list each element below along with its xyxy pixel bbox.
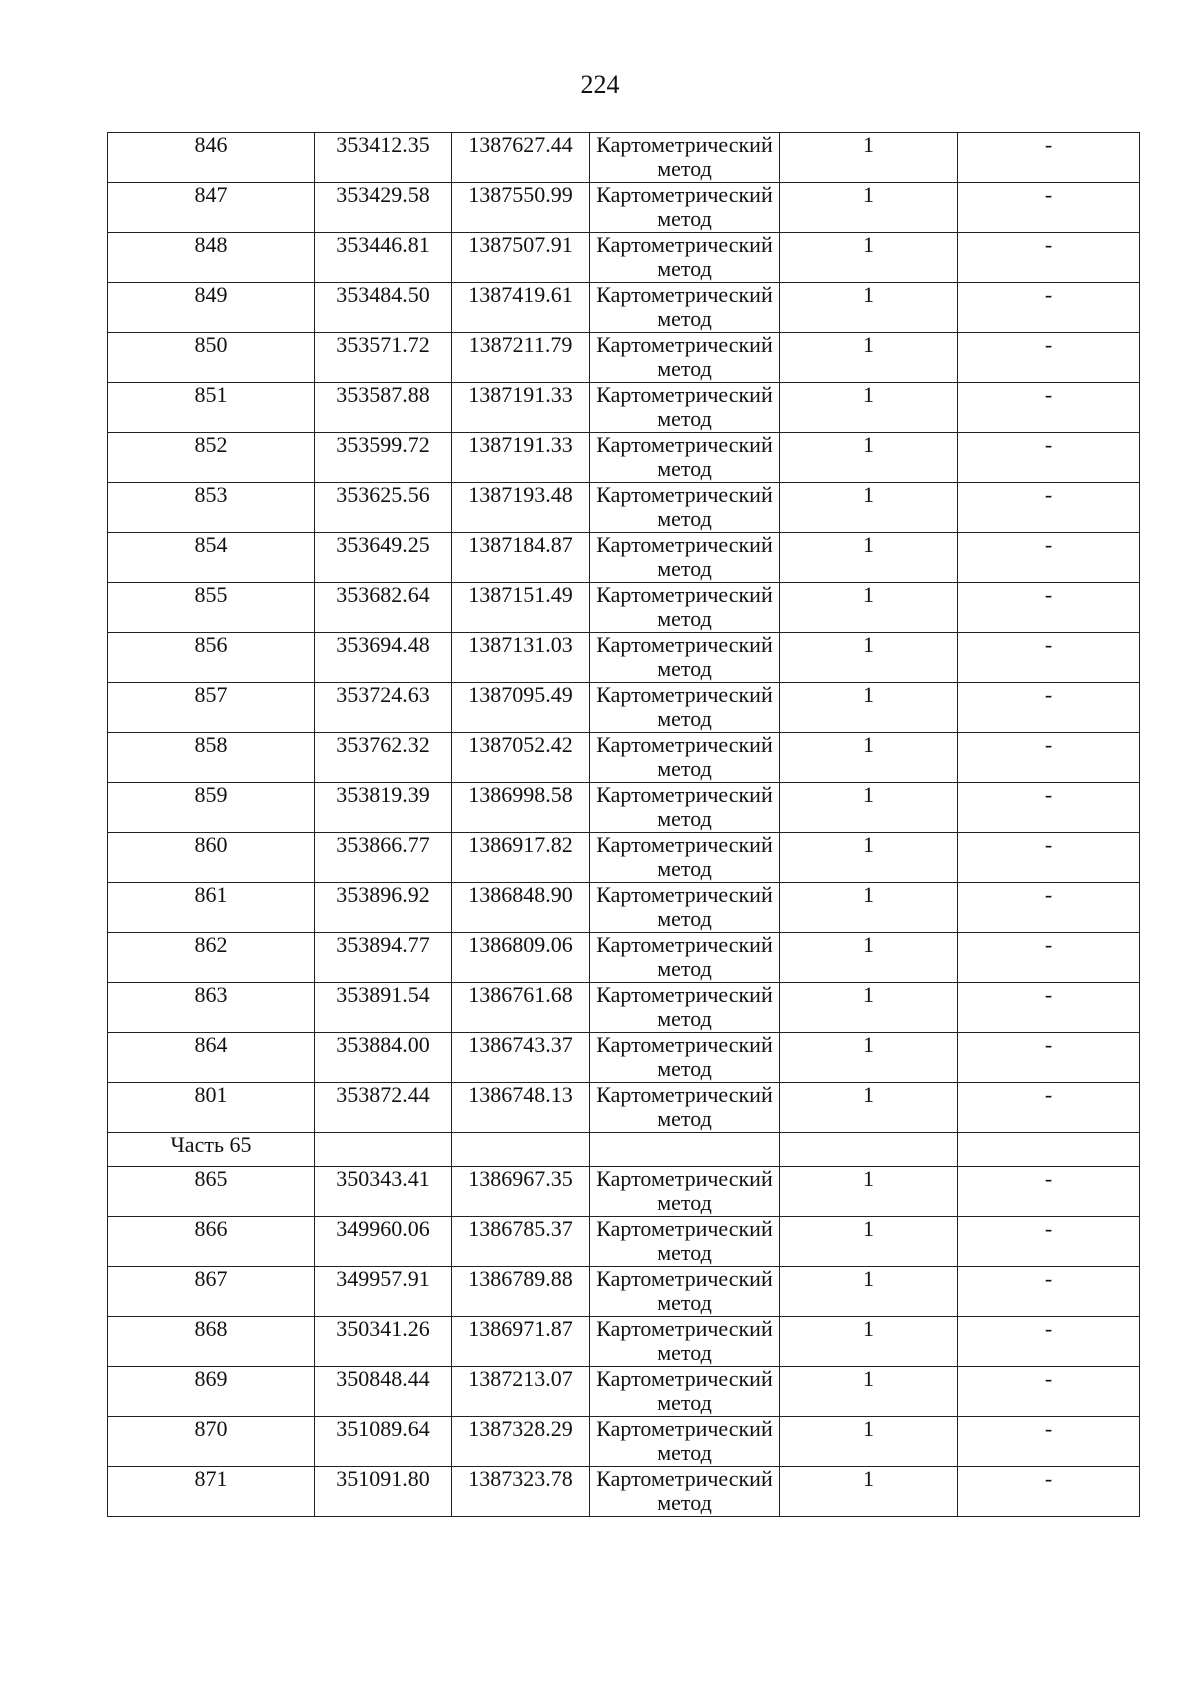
- point-number-cell: 801: [108, 1083, 315, 1133]
- point-number-cell: 869: [108, 1367, 315, 1417]
- y-coordinate-cell: 1386971.87: [452, 1317, 590, 1367]
- y-coordinate-cell: 1387131.03: [452, 633, 590, 683]
- table-row: [108, 1217, 1140, 1267]
- x-coordinate-cell: 351089.64: [315, 1417, 452, 1467]
- method-cell: [590, 583, 780, 633]
- method-cell: [590, 1417, 780, 1467]
- coordinates-table-body: [108, 133, 1140, 1517]
- method-cell: [590, 733, 780, 783]
- method-text: Картометрический метод: [596, 1217, 773, 1265]
- accuracy-cell: 1: [780, 683, 958, 733]
- y-coordinate-cell: 1386967.35: [452, 1167, 590, 1217]
- note-cell: -: [958, 933, 1140, 983]
- method-cell: [590, 333, 780, 383]
- x-coordinate-cell: 353694.48: [315, 633, 452, 683]
- part-label-cell: Часть 65: [108, 1133, 315, 1167]
- y-coordinate-cell: 1387191.33: [452, 383, 590, 433]
- x-coordinate-cell: 351091.80: [315, 1467, 452, 1517]
- table-row: [108, 1167, 1140, 1217]
- method-text: Картометрический метод: [596, 1033, 773, 1081]
- table-row: [108, 283, 1140, 333]
- accuracy-cell: 1: [780, 1033, 958, 1083]
- accuracy-cell: 1: [780, 133, 958, 183]
- point-number-cell: 855: [108, 583, 315, 633]
- point-number-cell: 846: [108, 133, 315, 183]
- note-cell: -: [958, 133, 1140, 183]
- point-number-cell: 851: [108, 383, 315, 433]
- x-coordinate-cell: 350848.44: [315, 1367, 452, 1417]
- x-coordinate-cell: 353682.64: [315, 583, 452, 633]
- method-cell: [590, 433, 780, 483]
- method-text: Картометрический метод: [596, 1083, 773, 1131]
- method-text: Картометрический метод: [596, 683, 773, 731]
- accuracy-cell: 1: [780, 1217, 958, 1267]
- note-cell: -: [958, 1417, 1140, 1467]
- accuracy-cell: 1: [780, 1417, 958, 1467]
- method-cell: [590, 1167, 780, 1217]
- x-coordinate-cell: 353446.81: [315, 233, 452, 283]
- table-row: [108, 883, 1140, 933]
- table-row: [108, 1033, 1140, 1083]
- accuracy-cell: 1: [780, 1267, 958, 1317]
- point-number-cell: 852: [108, 433, 315, 483]
- y-coordinate-cell: 1387627.44: [452, 133, 590, 183]
- method-cell: [590, 633, 780, 683]
- empty-cell: [780, 1133, 958, 1167]
- accuracy-cell: 1: [780, 883, 958, 933]
- x-coordinate-cell: 353866.77: [315, 833, 452, 883]
- point-number-cell: 853: [108, 483, 315, 533]
- x-coordinate-cell: 353599.72: [315, 433, 452, 483]
- note-cell: -: [958, 783, 1140, 833]
- method-text: Картометрический метод: [596, 283, 773, 331]
- note-cell: -: [958, 833, 1140, 883]
- table-row: [108, 933, 1140, 983]
- table-row: [108, 1083, 1140, 1133]
- point-number-cell: 850: [108, 333, 315, 383]
- point-number-cell: 863: [108, 983, 315, 1033]
- y-coordinate-cell: 1387193.48: [452, 483, 590, 533]
- note-cell: -: [958, 1217, 1140, 1267]
- y-coordinate-cell: 1387213.07: [452, 1367, 590, 1417]
- method-text: Картометрический метод: [596, 1267, 773, 1315]
- table-row: [108, 583, 1140, 633]
- table-row: [108, 683, 1140, 733]
- note-cell: -: [958, 1317, 1140, 1367]
- accuracy-cell: 1: [780, 333, 958, 383]
- method-cell: [590, 883, 780, 933]
- accuracy-cell: 1: [780, 383, 958, 433]
- point-number-cell: 867: [108, 1267, 315, 1317]
- note-cell: -: [958, 1083, 1140, 1133]
- note-cell: -: [958, 583, 1140, 633]
- note-cell: -: [958, 233, 1140, 283]
- table-row: [108, 733, 1140, 783]
- table-row: [108, 183, 1140, 233]
- method-cell: [590, 933, 780, 983]
- y-coordinate-cell: 1387191.33: [452, 433, 590, 483]
- method-cell: [590, 133, 780, 183]
- note-cell: -: [958, 283, 1140, 333]
- empty-cell: [452, 1133, 590, 1167]
- y-coordinate-cell: 1387507.91: [452, 233, 590, 283]
- method-text: Картометрический метод: [596, 383, 773, 431]
- x-coordinate-cell: 349960.06: [315, 1217, 452, 1267]
- method-text: Картометрический метод: [596, 1467, 773, 1515]
- y-coordinate-cell: 1387419.61: [452, 283, 590, 333]
- x-coordinate-cell: 353819.39: [315, 783, 452, 833]
- method-cell: [590, 1267, 780, 1317]
- method-text: Картометрический метод: [596, 333, 773, 381]
- accuracy-cell: 1: [780, 1083, 958, 1133]
- x-coordinate-cell: 353412.35: [315, 133, 452, 183]
- table-row: [108, 233, 1140, 283]
- method-text: Картометрический метод: [596, 1367, 773, 1415]
- point-number-cell: 849: [108, 283, 315, 333]
- method-cell: [590, 1317, 780, 1367]
- table-row: [108, 433, 1140, 483]
- method-text: Картометрический метод: [596, 983, 773, 1031]
- y-coordinate-cell: 1386917.82: [452, 833, 590, 883]
- method-text: Картометрический метод: [596, 1317, 773, 1365]
- table-row: [108, 333, 1140, 383]
- method-cell: [590, 233, 780, 283]
- table-row: [108, 133, 1140, 183]
- point-number-cell: 866: [108, 1217, 315, 1267]
- note-cell: -: [958, 733, 1140, 783]
- accuracy-cell: 1: [780, 283, 958, 333]
- accuracy-cell: 1: [780, 983, 958, 1033]
- x-coordinate-cell: 353896.92: [315, 883, 452, 933]
- empty-cell: [315, 1133, 452, 1167]
- method-text: Картометрический метод: [596, 233, 773, 281]
- x-coordinate-cell: 353484.50: [315, 283, 452, 333]
- note-cell: -: [958, 983, 1140, 1033]
- point-number-cell: 871: [108, 1467, 315, 1517]
- method-text: Картометрический метод: [596, 183, 773, 231]
- method-text: Картометрический метод: [596, 533, 773, 581]
- method-text: Картометрический метод: [596, 783, 773, 831]
- table-row: [108, 1367, 1140, 1417]
- y-coordinate-cell: 1387323.78: [452, 1467, 590, 1517]
- x-coordinate-cell: 353587.88: [315, 383, 452, 433]
- note-cell: -: [958, 383, 1140, 433]
- table-row: [108, 483, 1140, 533]
- y-coordinate-cell: 1387328.29: [452, 1417, 590, 1467]
- method-text: Картометрический метод: [596, 433, 773, 481]
- table-row: [108, 783, 1140, 833]
- accuracy-cell: 1: [780, 833, 958, 883]
- x-coordinate-cell: 353872.44: [315, 1083, 452, 1133]
- method-text: Картометрический метод: [596, 633, 773, 681]
- y-coordinate-cell: 1386748.13: [452, 1083, 590, 1133]
- method-cell: [590, 483, 780, 533]
- y-coordinate-cell: 1386809.06: [452, 933, 590, 983]
- x-coordinate-cell: 353724.63: [315, 683, 452, 733]
- method-cell: [590, 1033, 780, 1083]
- x-coordinate-cell: 353884.00: [315, 1033, 452, 1083]
- y-coordinate-cell: 1387550.99: [452, 183, 590, 233]
- accuracy-cell: 1: [780, 633, 958, 683]
- method-text: Картометрический метод: [596, 583, 773, 631]
- x-coordinate-cell: 350341.26: [315, 1317, 452, 1367]
- note-cell: -: [958, 533, 1140, 583]
- method-cell: [590, 533, 780, 583]
- point-number-cell: 854: [108, 533, 315, 583]
- note-cell: -: [958, 1267, 1140, 1317]
- method-text: Картометрический метод: [596, 1417, 773, 1465]
- method-cell: [590, 1217, 780, 1267]
- y-coordinate-cell: 1386848.90: [452, 883, 590, 933]
- point-number-cell: 856: [108, 633, 315, 683]
- table-row: [108, 833, 1140, 883]
- accuracy-cell: 1: [780, 483, 958, 533]
- point-number-cell: 860: [108, 833, 315, 883]
- method-text: Картометрический метод: [596, 733, 773, 781]
- note-cell: -: [958, 183, 1140, 233]
- table-row: [108, 533, 1140, 583]
- accuracy-cell: 1: [780, 1167, 958, 1217]
- y-coordinate-cell: 1386743.37: [452, 1033, 590, 1083]
- accuracy-cell: 1: [780, 1367, 958, 1417]
- note-cell: -: [958, 1167, 1140, 1217]
- method-cell: [590, 1367, 780, 1417]
- point-number-cell: 857: [108, 683, 315, 733]
- note-cell: -: [958, 433, 1140, 483]
- method-cell: [590, 783, 780, 833]
- accuracy-cell: 1: [780, 1467, 958, 1517]
- point-number-cell: 864: [108, 1033, 315, 1083]
- y-coordinate-cell: 1387052.42: [452, 733, 590, 783]
- page-number: 224: [580, 70, 620, 99]
- x-coordinate-cell: 350343.41: [315, 1167, 452, 1217]
- method-cell: [590, 183, 780, 233]
- x-coordinate-cell: 353625.56: [315, 483, 452, 533]
- x-coordinate-cell: 353571.72: [315, 333, 452, 383]
- note-cell: -: [958, 683, 1140, 733]
- point-number-cell: 858: [108, 733, 315, 783]
- method-cell: [590, 1467, 780, 1517]
- x-coordinate-cell: 353649.25: [315, 533, 452, 583]
- table-row: [108, 1317, 1140, 1367]
- x-coordinate-cell: 353894.77: [315, 933, 452, 983]
- point-number-cell: 861: [108, 883, 315, 933]
- method-cell: [590, 283, 780, 333]
- accuracy-cell: 1: [780, 733, 958, 783]
- empty-cell: [958, 1133, 1140, 1167]
- x-coordinate-cell: 349957.91: [315, 1267, 452, 1317]
- accuracy-cell: 1: [780, 583, 958, 633]
- method-text: Картометрический метод: [596, 833, 773, 881]
- table-row: [108, 1267, 1140, 1317]
- accuracy-cell: 1: [780, 933, 958, 983]
- note-cell: -: [958, 883, 1140, 933]
- point-number-cell: 848: [108, 233, 315, 283]
- accuracy-cell: 1: [780, 183, 958, 233]
- point-number-cell: 859: [108, 783, 315, 833]
- point-number-cell: 862: [108, 933, 315, 983]
- point-number-cell: 868: [108, 1317, 315, 1367]
- y-coordinate-cell: 1387184.87: [452, 533, 590, 583]
- x-coordinate-cell: 353891.54: [315, 983, 452, 1033]
- note-cell: -: [958, 633, 1140, 683]
- y-coordinate-cell: 1387151.49: [452, 583, 590, 633]
- note-cell: -: [958, 1467, 1140, 1517]
- y-coordinate-cell: 1386789.88: [452, 1267, 590, 1317]
- empty-cell: [590, 1133, 780, 1167]
- accuracy-cell: 1: [780, 433, 958, 483]
- method-cell: [590, 833, 780, 883]
- method-text: Картометрический метод: [596, 933, 773, 981]
- method-text: Картометрический метод: [596, 133, 773, 181]
- y-coordinate-cell: 1386785.37: [452, 1217, 590, 1267]
- method-text: Картометрический метод: [596, 483, 773, 531]
- coordinates-table: [107, 132, 1140, 1517]
- y-coordinate-cell: 1386761.68: [452, 983, 590, 1033]
- note-cell: -: [958, 483, 1140, 533]
- accuracy-cell: 1: [780, 233, 958, 283]
- method-cell: [590, 1083, 780, 1133]
- x-coordinate-cell: 353429.58: [315, 183, 452, 233]
- point-number-cell: 865: [108, 1167, 315, 1217]
- accuracy-cell: 1: [780, 783, 958, 833]
- method-text: Картометрический метод: [596, 883, 773, 931]
- accuracy-cell: 1: [780, 1317, 958, 1367]
- method-cell: [590, 683, 780, 733]
- y-coordinate-cell: 1387095.49: [452, 683, 590, 733]
- note-cell: -: [958, 1367, 1140, 1417]
- y-coordinate-cell: 1386998.58: [452, 783, 590, 833]
- table-row: [108, 1467, 1140, 1517]
- point-number-cell: 870: [108, 1417, 315, 1467]
- table-row: [108, 983, 1140, 1033]
- x-coordinate-cell: 353762.32: [315, 733, 452, 783]
- table-row: [108, 1417, 1140, 1467]
- note-cell: -: [958, 333, 1140, 383]
- method-cell: [590, 983, 780, 1033]
- table-row: [108, 383, 1140, 433]
- y-coordinate-cell: 1387211.79: [452, 333, 590, 383]
- point-number-cell: 847: [108, 183, 315, 233]
- note-cell: -: [958, 1033, 1140, 1083]
- accuracy-cell: 1: [780, 533, 958, 583]
- table-row: [108, 633, 1140, 683]
- method-cell: [590, 383, 780, 433]
- part-header-row: [108, 1133, 1140, 1167]
- method-text: Картометрический метод: [596, 1167, 773, 1215]
